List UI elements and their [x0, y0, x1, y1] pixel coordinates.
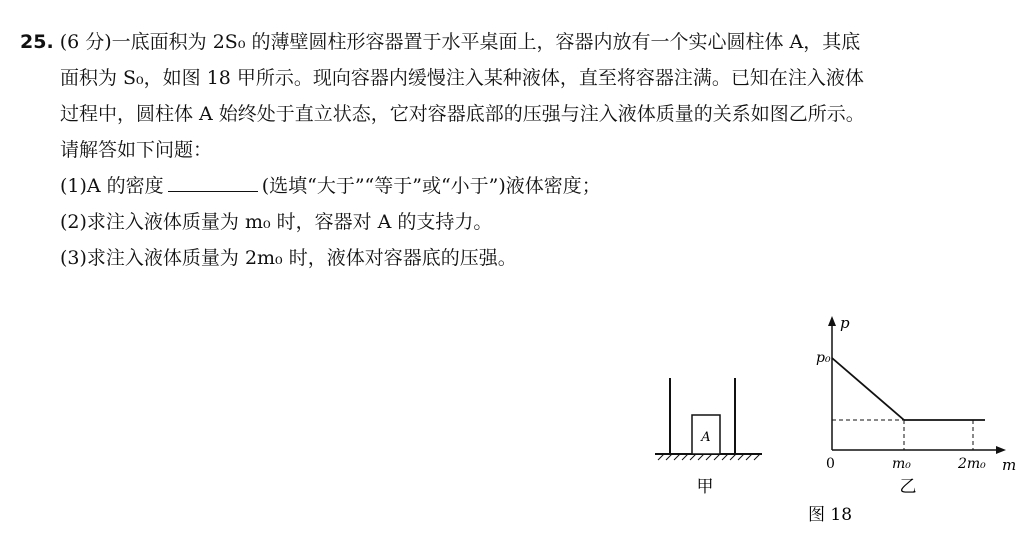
- question-text-1: (6 分)一底面积为 2S₀ 的薄壁圆柱形容器置于水平桌面上，容器内放有一个实心圆柱体 A，其底: [59, 31, 861, 53]
- graph-line-decreasing: [832, 358, 904, 420]
- figure-18: [640, 310, 1020, 530]
- sub-question-1-pre: (1)A 的密度: [60, 175, 164, 197]
- question-line-3: 过程中，圆柱体 A 始终处于直立状态，它对容器底部的压强与注入液体质量的关系如图乙所示。: [60, 103, 865, 125]
- figure-diagram: [640, 310, 1020, 530]
- graph-yi: [816, 314, 1016, 474]
- question-block: [20, 24, 1010, 276]
- figure-label: 图 18: [807, 505, 853, 525]
- question-line-2: 面积为 S₀，如图 18 甲所示。现向容器内缓慢注入某种液体，直至将容器注满。已知在注入液体: [60, 67, 864, 89]
- sub-question-1-post: (选填“大于”“等于”或“小于”)液体密度；: [261, 175, 601, 197]
- sub-question-3: (3)求注入液体质量为 2m₀ 时，液体对容器底的压强。: [60, 247, 517, 269]
- y-tick-p0: p₀: [816, 350, 831, 366]
- question-line-1: [20, 24, 1010, 60]
- caption-jia: 甲: [696, 477, 714, 497]
- x-axis-label: m: [1002, 456, 1017, 474]
- answer-blank[interactable]: [168, 173, 258, 192]
- sub-question-2: (2)求注入液体质量为 m₀ 时，容器对 A 的支持力。: [60, 211, 493, 233]
- question-line-4: 请解答如下问题：: [60, 139, 213, 161]
- question-number: 25.: [20, 31, 54, 53]
- sub-question-1: [20, 168, 1010, 204]
- x-axis-arrow: [996, 446, 1006, 454]
- caption-yi: 乙: [899, 477, 917, 497]
- origin-label: 0: [826, 456, 835, 472]
- x-tick-2m0: 2m₀: [958, 456, 986, 472]
- y-axis-label: p: [840, 314, 850, 332]
- x-tick-m0: m₀: [892, 456, 911, 472]
- y-axis-arrow: [828, 316, 836, 326]
- cylinder-a-label: A: [701, 430, 711, 445]
